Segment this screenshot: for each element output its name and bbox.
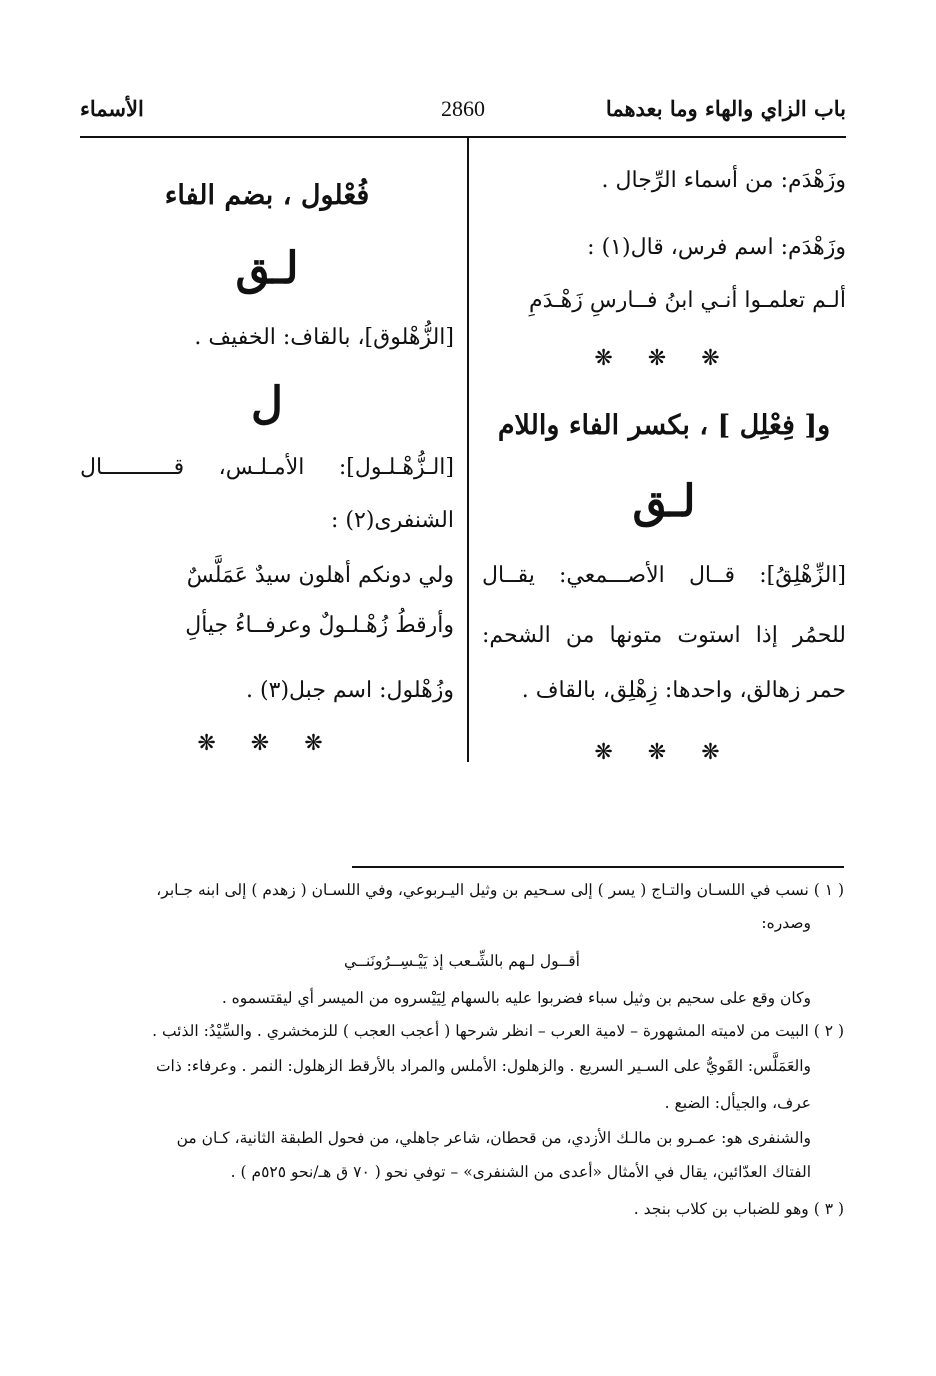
page-number: 2860 — [441, 96, 485, 121]
footnote-line: والعَمَلَّس: القَويُّ على السـير السريع . والزهلول: الأملس والمراد بالأرقط الزهلول: النمر . وعرفاء: ذات — [155, 1057, 811, 1075]
footnote-line: ( ٣ ) وهو للضباب بن كلاب بنجد . — [633, 1200, 844, 1218]
section-divider: ❋ ❋ ❋ — [594, 740, 734, 765]
footnote-line: ( ٢ ) البيت من لاميته المشهورة – لامية العرب – انظر شرحها ( أعجب العجب ) للزمخشري . والسِّيْدُ: الذئب . — [152, 1022, 844, 1040]
root-heading: ل — [251, 378, 283, 429]
verse-line: ألـم تعلمـوا أنـي ابنُ فــارسِ زَهْـدَمِ — [529, 288, 846, 313]
section-divider: ❋ ❋ ❋ — [594, 346, 734, 371]
footnote-line: وصدره: — [761, 914, 811, 932]
root-heading: لـق — [235, 243, 299, 294]
footnote-line: ( ١ ) نسب في اللسـان والتـاج ( يسر ) إلى سـحيم بن وثيل اليـربوعي، وفي اللسـان ( زهدم ) إلى ابنه جـابر، — [156, 881, 844, 899]
entry-line: [الزِّهْلِقُ]: قــال الأصـــمعي: يقــال — [482, 563, 846, 588]
entry-line: الشنفرى(٢) : — [331, 508, 454, 533]
entry-line: للحمُر إذا استوت متونها من الشحم: — [482, 623, 846, 648]
entry-line: وزَهْدَم: من أسماء الرِّجال . — [601, 168, 846, 193]
page-header — [80, 96, 846, 136]
verse-line: ولي دونكم أهلون سيدٌ عَمَلَّسٌ — [186, 563, 454, 588]
footnote-line: وكان وقع على سحيم بن وثيل سباء فضربوا عليه بالسهام لِيَيْسروه من الميسر أي ليقتسموه . — [221, 989, 811, 1007]
entry-line: وزَهْدَم: اسم فرس، قال(١) : — [587, 235, 846, 260]
entry-line: [الزُّهْلوق]، بالقاف: الخفيف . — [194, 325, 454, 350]
column-separator — [467, 138, 469, 762]
pattern-heading: و[ فِعْلِل ] ، بكسر الفاء واللام — [497, 410, 831, 441]
root-heading: لـق — [632, 476, 696, 527]
entry-line: حمر زهالق، واحدها: زِهْلِق، بالقاف . — [521, 678, 846, 703]
footnote-verse: أقــول لـهم بالشِّـعب إذ يَيْـسِــرُونَنــي — [343, 952, 580, 970]
footnote-rule — [352, 866, 844, 868]
header-rule — [80, 136, 846, 138]
section-title: الأسماء — [80, 96, 144, 121]
section-divider: ❋ ❋ ❋ — [197, 731, 337, 756]
footnote-line: والشنفرى هو: عمـرو بن مالـك الأزدي، من قحطان، شاعر جاهلي، من فحول الطبقة الثانية، كـان من — [176, 1129, 811, 1147]
verse-line: وأرقطُ زُهْـلـولٌ وعرفــاءُ جيألِ — [185, 613, 454, 638]
pattern-heading: فُعْلول ، بضم الفاء — [164, 180, 370, 211]
chapter-title: باب الزاي والهاء وما بعدهما — [605, 96, 846, 121]
footnote-line: عرف، والجيأل: الضبع . — [664, 1094, 811, 1112]
entry-line: [الـزُّهْـلـول]: الأمـلـس، قـــــــــــال — [80, 455, 454, 480]
footnote-line: الفتاك العدّائين، يقال في الأمثال «أعدى من الشنفرى» – توفي نحو ( ٧٠ ق هـ/نحو ٥٢٥م ) . — [230, 1163, 811, 1181]
entry-line: وزُهْلول: اسم جبل(٣) . — [246, 678, 454, 703]
